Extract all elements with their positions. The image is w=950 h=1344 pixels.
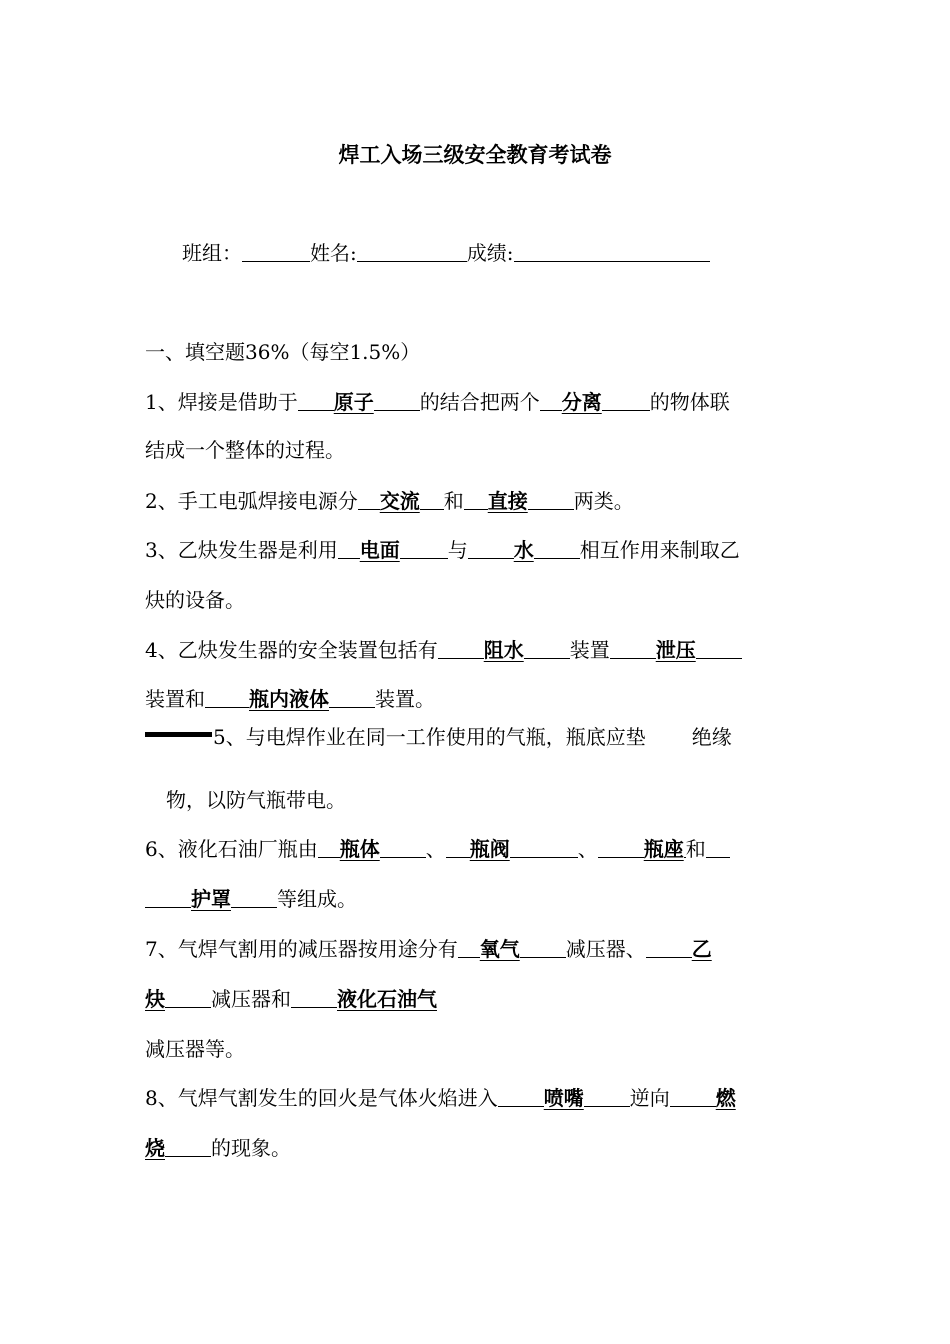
answer: 原子 xyxy=(333,390,374,414)
answer: 乙 xyxy=(691,937,712,961)
answer: 瓶阀 xyxy=(469,837,510,861)
strike-mark xyxy=(145,732,212,737)
name-field[interactable] xyxy=(357,241,467,262)
answer: 直接 xyxy=(487,489,528,513)
answer: 交流 xyxy=(379,489,420,513)
question-3: 3、乙炔发生器是利用 电面 与 水 相互作用来制取乙 xyxy=(145,538,740,562)
question-5: 5、与电焊作业在同一工作使用的气瓶，瓶底应垫 绝缘 xyxy=(213,725,732,749)
score-label: 成绩: xyxy=(466,241,514,265)
question-4: 4、乙炔发生器的安全装置包括有 阻水 装置 泄压 xyxy=(145,637,742,663)
answer: 瓶体 xyxy=(339,837,380,861)
answer: 水 xyxy=(513,538,534,562)
class-label: 班组： xyxy=(182,241,242,265)
header-fields xyxy=(182,240,710,266)
question-6: 6、液化石油厂瓶由 瓶体 、 瓶阀 、 瓶座 和 xyxy=(145,836,730,862)
answer: 泄压 xyxy=(655,638,696,662)
question-4-cont: 装置和 瓶内液体 装置。 xyxy=(145,687,435,711)
question-1-cont: 结成一个整体的过程。 xyxy=(145,438,345,462)
score-field[interactable] xyxy=(514,241,710,262)
answer: 瓶内液体 xyxy=(249,687,329,711)
question-7-cont2: 减压器等。 xyxy=(145,1037,245,1061)
answer: 烧 xyxy=(145,1136,165,1160)
answer: 喷嘴 xyxy=(543,1086,584,1110)
question-7-cont: 炔 减压器和 液化石油气 xyxy=(145,987,437,1011)
answer: 燃 xyxy=(715,1086,736,1110)
question-8-cont: 烧 的现象。 xyxy=(145,1136,291,1160)
answer: 分离 xyxy=(561,390,602,414)
question-6-cont: 护罩 等组成。 xyxy=(145,886,357,912)
answer: 阻水 xyxy=(483,638,524,662)
question-7: 7、气焊气割用的减压器按用途分有 氧气 减压器、 乙 xyxy=(145,937,712,961)
class-field[interactable] xyxy=(242,241,310,262)
question-1: 1、焊接是借助于 原子 的结合把两个 分离 的物体联 xyxy=(145,390,730,414)
page-title: 焊工入场三级安全教育考试卷 xyxy=(338,143,612,167)
question-8: 8、气焊气割发生的回火是气体火焰进入 喷嘴 逆向 燃 xyxy=(145,1086,736,1110)
answer: 护罩 xyxy=(191,887,231,911)
section-heading: 一、填空题36%（每空1.5%） xyxy=(145,340,421,364)
answer: 炔 xyxy=(145,987,165,1011)
question-5-cont: 物，以防气瓶带电。 xyxy=(166,788,346,812)
answer: 液化石油气 xyxy=(337,987,437,1011)
answer: 瓶座 xyxy=(643,837,684,861)
answer: 氧气 xyxy=(479,937,520,961)
name-label: 姓名: xyxy=(310,241,357,265)
answer: 电面 xyxy=(359,538,400,562)
question-2: 2、手工电弧焊接电源分 交流 和 直接 两类。 xyxy=(145,489,634,513)
question-3-cont: 炔的设备。 xyxy=(145,588,245,612)
